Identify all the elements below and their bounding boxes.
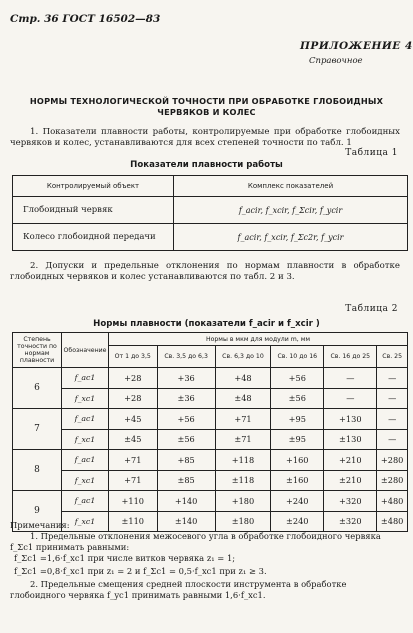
table2-cell: ±95 — [271, 429, 324, 450]
table2-symbol: f_xc1 — [62, 470, 109, 491]
table-row — [13, 429, 408, 450]
table2-cell: ±160 — [271, 470, 324, 491]
table2-caption: Нормы плавности (показатели f_acir и f_xcir ) — [93, 319, 320, 329]
table2-cell: +180 — [215, 491, 271, 512]
table2-col-header: От 1 до 3,5 — [109, 346, 158, 368]
appendix-subtitle: Справочное — [309, 56, 363, 66]
table1-caption: Показатели плавности работы — [130, 160, 283, 170]
table2-symbol: f_ac1 — [62, 409, 109, 430]
table2-symbol: f_ac1 — [62, 491, 109, 512]
table2-cell: — — [324, 368, 377, 389]
table2-col-header: Св. 10 до 16 — [271, 346, 324, 368]
table2-header-group: Нормы в мкм для модули m, мм — [109, 333, 408, 346]
table-row — [13, 470, 408, 491]
table1-complex: f_acir, f_xcir, f_Σc2r, f_ycir — [174, 224, 408, 251]
table2-cell: +160 — [271, 450, 324, 471]
section-title-line2: ЧЕРВЯКОВ И КОЛЕС — [157, 107, 256, 117]
table2-cell: +56 — [157, 409, 215, 430]
note-1: 1. Предельные отклонения межосевого угла в обработке глобоидного червяка f_Σc1 принимать равными: — [10, 531, 381, 552]
table2-cell: +480 — [377, 491, 408, 512]
notes-heading: Примечания: — [10, 520, 70, 530]
table2-cell: +28 — [109, 388, 158, 409]
table2-cell: — — [377, 409, 408, 430]
table2-cell: +71 — [109, 450, 158, 471]
table2-cell: +140 — [157, 491, 215, 512]
table2-cell: +48 — [215, 368, 271, 389]
table-row — [13, 491, 408, 512]
table-row — [13, 197, 408, 224]
table2-header-symbol: Обозначение — [62, 333, 109, 368]
table2-cell: — — [377, 388, 408, 409]
table2-cell: +45 — [109, 409, 158, 430]
table1-object: Колесо глобоидной передачи — [13, 224, 174, 251]
table1-object: Глобоидный червяк — [13, 197, 174, 224]
table2-cell: ±56 — [157, 429, 215, 450]
table2-cell: ±118 — [215, 470, 271, 491]
table2-cell: ±320 — [324, 511, 377, 532]
section-title-line1: НОРМЫ ТЕХНОЛОГИЧЕСКОЙ ТОЧНОСТИ ПРИ ОБРАБОТКЕ ГЛОБОИДНЫХ — [29, 96, 384, 106]
formula-2: f_Σc1 =0,8·f_xc1 при z₁ = 2 и f_Σc1 = 0,5·f_xc1 при z₁ ≥ 3. — [14, 566, 267, 576]
table2-degree: 9 — [13, 491, 62, 532]
table2-label: Таблица 2 — [345, 304, 398, 314]
table1-header-object: Контролируемый объект — [13, 176, 174, 197]
table2-symbol: f_ac1 — [62, 368, 109, 389]
page-header: Стр. 36 ГОСТ 16502—83 — [10, 13, 161, 25]
note-2: 2. Предельные смещения средней плоскости инструмента в обработке глобоидного червяка f_yc1 принимать равными 1,6·f_xc1. — [10, 579, 347, 600]
table2-cell: ±45 — [109, 429, 158, 450]
table2-cell: ±48 — [215, 388, 271, 409]
table2-cell: ±130 — [324, 429, 377, 450]
table2-cell: +71 — [109, 470, 158, 491]
table2-cell: ±480 — [377, 511, 408, 532]
table-1 — [12, 175, 408, 251]
table2-cell: ±85 — [157, 470, 215, 491]
table2-degree: 7 — [13, 409, 62, 450]
table2-cell: +320 — [324, 491, 377, 512]
table2-col-header: Св. 16 до 25 — [324, 346, 377, 368]
table2-cell: +240 — [271, 491, 324, 512]
table2-cell: +56 — [271, 368, 324, 389]
table2-degree: 6 — [13, 368, 62, 409]
table2-degree: 8 — [13, 450, 62, 491]
table-row — [13, 450, 408, 471]
table2-col-header: Св. 3,5 до 6,3 — [157, 346, 215, 368]
table2-cell: +110 — [109, 491, 158, 512]
table1-label: Таблица 1 — [345, 148, 398, 158]
table2-cell: ±110 — [109, 511, 158, 532]
table2-cell: ±180 — [215, 511, 271, 532]
table-row — [13, 368, 408, 389]
table2-cell: ±240 — [271, 511, 324, 532]
table2-cell: ±36 — [157, 388, 215, 409]
table-row — [13, 224, 408, 251]
table2-cell: +95 — [271, 409, 324, 430]
table2-symbol: f_xc1 — [62, 388, 109, 409]
table2-cell: +28 — [109, 368, 158, 389]
table2-cell: ±140 — [157, 511, 215, 532]
paragraph-2: 2. Допуски и предельные отклонения по нормам плавности в обработке глобоидных червяков и колес устанавливаются по табл. 2 и 3. — [10, 261, 400, 282]
appendix-title: ПРИЛОЖЕНИЕ 4 — [300, 40, 413, 52]
paragraph-1: 1. Показатели плавности работы, контролируемые при обработке глобоидных червяков и колес, устанавливаются для всех степеней точности по табл. 1 — [10, 127, 400, 148]
table2-cell: +36 — [157, 368, 215, 389]
table-2 — [12, 332, 408, 532]
table2-symbol: f_ac1 — [62, 450, 109, 471]
table2-cell: — — [377, 429, 408, 450]
table2-cell: ±280 — [377, 470, 408, 491]
table-row — [13, 409, 408, 430]
table-row — [13, 388, 408, 409]
table2-col-header: Св. 6,3 до 10 — [215, 346, 271, 368]
table2-symbol: f_xc1 — [62, 511, 109, 532]
table2-cell: +210 — [324, 450, 377, 471]
table2-header-degree: Степень точности по нормам плавности — [13, 333, 62, 368]
table2-cell: ±71 — [215, 429, 271, 450]
formula-1: f_Σc1 =1,6·f_xc1 при числе витков червяка z₁ = 1; — [14, 553, 236, 563]
table2-cell: — — [324, 388, 377, 409]
table2-cell: +118 — [215, 450, 271, 471]
table2-col-header: Св. 25 — [377, 346, 408, 368]
table2-cell: ±56 — [271, 388, 324, 409]
table2-cell: +280 — [377, 450, 408, 471]
table2-cell: +85 — [157, 450, 215, 471]
table2-cell: ±210 — [324, 470, 377, 491]
table2-symbol: f_xc1 — [62, 429, 109, 450]
table1-complex: f_acir, f_xcir, f_Σcir, f_ycir — [174, 197, 408, 224]
table2-cell: +130 — [324, 409, 377, 430]
table2-cell: — — [377, 368, 408, 389]
table1-header-complex: Комплекс показателей — [174, 176, 408, 197]
table2-cell: +71 — [215, 409, 271, 430]
